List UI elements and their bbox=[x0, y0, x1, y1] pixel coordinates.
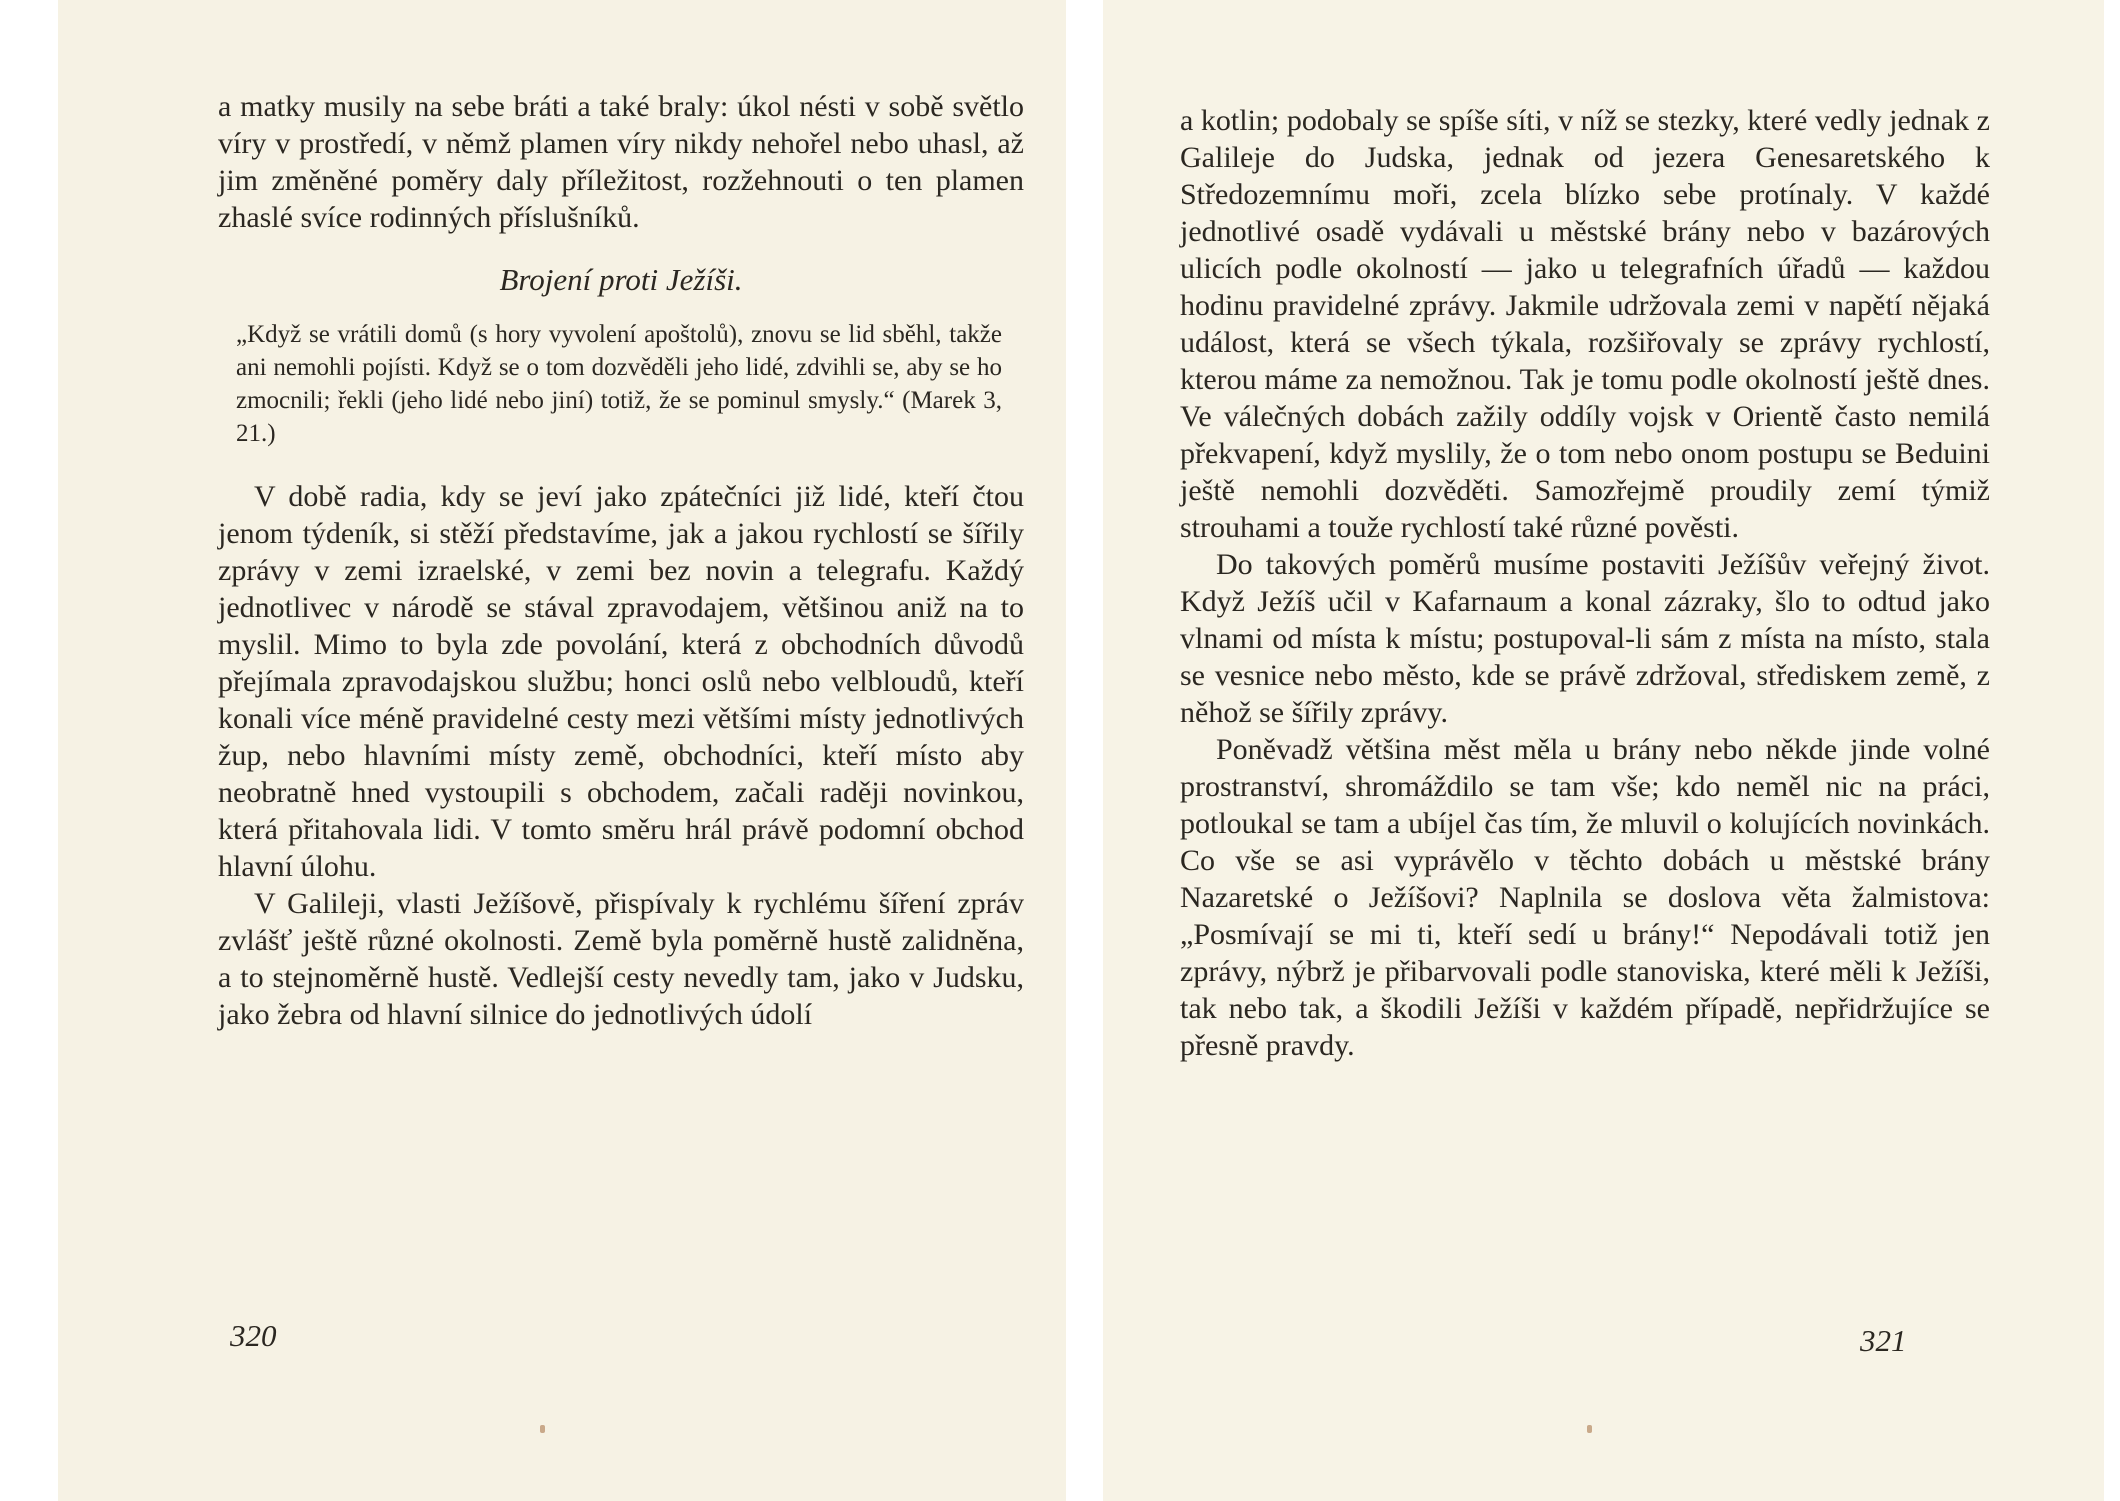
bible-quote bbox=[218, 318, 1024, 450]
section-heading: Brojení proti Ježíši. bbox=[499, 262, 743, 297]
right-page bbox=[1103, 0, 2104, 1501]
page-number-left: 320 bbox=[230, 1318, 277, 1353]
gutter bbox=[1066, 0, 1103, 1501]
right-paragraph-1: a kotlin; podobaly se spíše síti, v níž se stezky, které vedly jednak z Galileje do Judska, jednak od jezera Genesaretského k Středozemnímu moři, zcela blízko sebe protínaly. V každé jednotlivé osadě vydávali u městské brány nebo v bazárových ulicích podle okolností — jako u telegrafních úřadů — každou hodinu pravidelné zprávy. Jakmile udržovala zemi v napětí nějaká událost, která se všech týkala, rozšiřovaly se zprávy rychlostí, kterou máme za nemožnou. Tak je tomu podle okolností ještě dnes. Ve válečných dobách zažily oddíly vojsk v Orientě často nemilá překvapení, když myslily, že o tom nebo onom postupu se Beduini ještě nemohli dozvěděti. Samozřejmě proudily zemí týmiž strouhami a touže rychlostí také různé pověsti. bbox=[1180, 104, 1990, 544]
left-page-text bbox=[218, 88, 1024, 1033]
right-paragraph-2: Do takových poměrů musíme postaviti Ježíšův veřejný život. Když Ježíš učil v Kafarnaum a konal zázraky, šlo to odtud jako vlnami od místa k místu; postupoval-li sám z místa na místo, stala se vesnice nebo město, kde se právě zdržoval, střediskem země, z něhož se šířily zprávy. bbox=[1180, 548, 1990, 729]
left-paragraph-1: a matky musily na sebe bráti a také braly: úkol nésti v sobě světlo víry v prostředí, v němž plamen víry nikdy nehořel nebo uhasl, až jim změněné poměry daly příležitost, rozžehnouti o ten plamen zhaslé svíce rodinných příslušníků. bbox=[218, 90, 1024, 234]
left-page bbox=[58, 0, 1066, 1501]
paper-speck bbox=[1587, 1425, 1592, 1433]
page-number-right: 321 bbox=[1860, 1323, 1907, 1358]
quote-text: „Když se vrátili domů (s hory vyvolení apoštolů), znovu se lid sběhl, takže ani nemohli pojísti. Když se o tom dozvěděli jeho lidé, zdvihli se, aby se ho zmocnili; řekli (jeho lidé nebo jiní) totiž, že se pominul smysly.“ (Marek 3, 21.) bbox=[236, 321, 1002, 447]
paper-speck bbox=[540, 1425, 545, 1433]
right-page-text bbox=[1180, 102, 1990, 1064]
right-paragraph-3: Poněvadž většina měst měla u brány nebo někde jinde volné prostranství, shromáždilo se tam vše; kdo neměl nic na práci, potloukal se tam a ubíjel čas tím, že mluvil o kolujících novinkách. Co vše se asi vyprávělo v těchto dobách u městské brány Nazaretské o Ježíšovi? Naplnila se doslova věta žalmistova: „Posmívají se mi ti, kteří sedí u brány!“ Nepodávali totiž jen zprávy, nýbrž je přibarvovali podle stanoviska, které měli k Ježíši, tak nebo tak, a škodili Ježíši v každém případě, nepřidržujíce se přesně pravdy. bbox=[1180, 733, 1990, 1062]
left-paragraph-3: V Galileji, vlasti Ježíšově, přispívaly k rychlému šíření zpráv zvlášť ještě různé okolnosti. Země byla poměrně hustě zalidněna, a to stejnoměrně hustě. Vedlejší cesty nevedly tam, jako v Judsku, jako žebra od hlavní silnice do jednotlivých údolí bbox=[218, 887, 1024, 1031]
left-paragraph-2: V době radia, kdy se jeví jako zpátečníci již lidé, kteří čtou jenom týdeník, si stěží představíme, jak a jakou rychlostí se šířily zprávy v zemi izraelské, v zemi bez novin a telegrafu. Každý jednotlivec v národě se stával zpravodajem, většinou aniž na to myslil. Mimo to byla zde povolání, která z obchodních důvodů přejímala zpravodajskou službu; honci oslů nebo velbloudů, kteří konali více méně pravidelné cesty mezi většími místy jednotlivých žup, nebo hlavními místy země, obchodníci, kteří místo aby neobratně hned vystoupili s obchodem, začali raději novinkou, která přitahovala lidi. V tomto směru hrál právě podomní obchod hlavní úlohu. bbox=[218, 480, 1024, 883]
